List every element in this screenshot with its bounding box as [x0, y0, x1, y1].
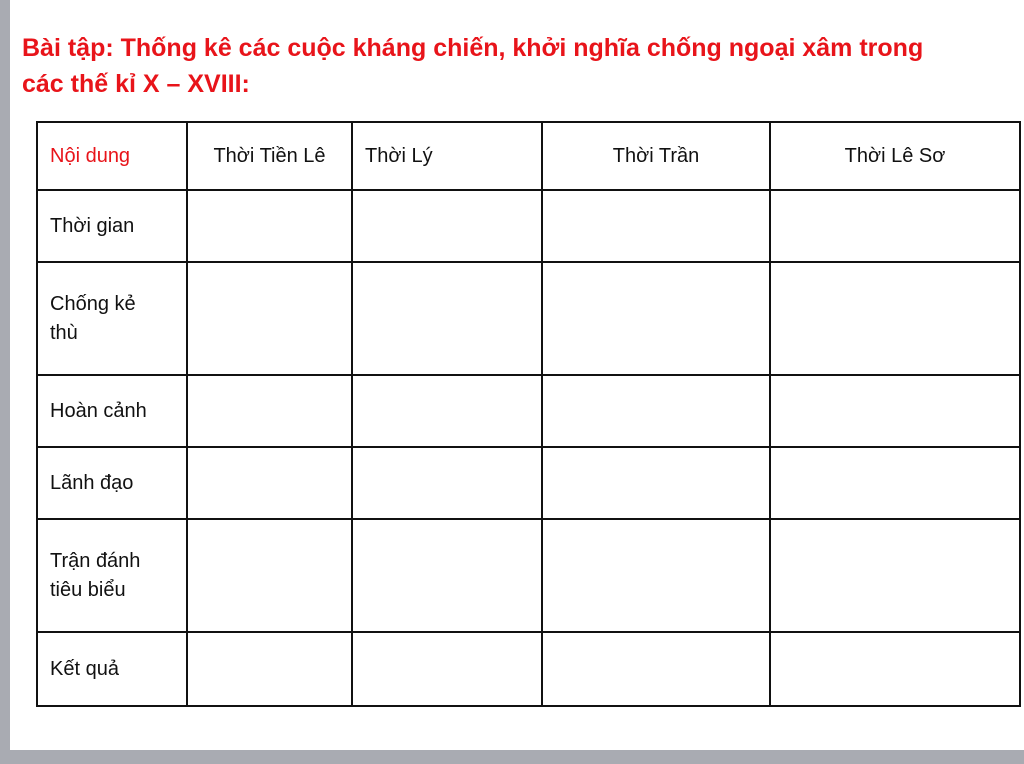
table-cell: [352, 262, 542, 375]
header-thoi-tien-le: Thời Tiền Lê: [187, 122, 352, 190]
table-cell: [352, 375, 542, 447]
header-thoi-le-so: Thời Lê Sơ: [770, 122, 1020, 190]
row-label-chong-ke-thu: Chống kẻ thù: [37, 262, 187, 375]
table-cell: [542, 190, 770, 262]
table-cell: [352, 447, 542, 519]
row-label-ket-qua: Kết quả: [37, 632, 187, 706]
table-row: [37, 519, 1020, 632]
table-cell: [187, 375, 352, 447]
table-row: [37, 375, 1020, 447]
table-cell: [542, 375, 770, 447]
table-cell: [352, 190, 542, 262]
table-header-row: [37, 122, 1020, 190]
table-cell: [542, 632, 770, 706]
title-line-2: các thế kỉ X – XVIII:: [22, 70, 250, 98]
statistics-table: [36, 121, 1021, 707]
table-cell: [542, 447, 770, 519]
table-cell: [542, 262, 770, 375]
row-label-thoi-gian: Thời gian: [37, 190, 187, 262]
table-cell: [187, 632, 352, 706]
table-cell: [770, 190, 1020, 262]
page-title: [22, 30, 1024, 102]
table-cell: [542, 519, 770, 632]
table-cell: [770, 632, 1020, 706]
row-label-tran-danh-tieu-bieu: Trận đánh tiêu biểu: [37, 519, 187, 632]
table-row: [37, 262, 1020, 375]
table-cell: [770, 519, 1020, 632]
table-cell: [187, 262, 352, 375]
row-label-hoan-canh: Hoàn cảnh: [37, 375, 187, 447]
title-line-1: Bài tập: Thống kê các cuộc kháng chiến, khởi nghĩa chống ngoại xâm trong: [22, 34, 924, 62]
table-cell: [187, 519, 352, 632]
table-cell: [352, 519, 542, 632]
row-label-lanh-dao: Lãnh đạo: [37, 447, 187, 519]
table-cell: [187, 447, 352, 519]
table-cell: [770, 375, 1020, 447]
table-cell: [770, 447, 1020, 519]
table-row: [37, 190, 1020, 262]
document-page: [10, 0, 1024, 750]
header-noi-dung: Nội dung: [37, 122, 187, 190]
table-cell: [770, 262, 1020, 375]
table-row: [37, 447, 1020, 519]
header-thoi-ly: Thời Lý: [352, 122, 542, 190]
table-cell: [187, 190, 352, 262]
table-cell: [352, 632, 542, 706]
header-thoi-tran: Thời Trần: [542, 122, 770, 190]
table-row: [37, 632, 1020, 706]
